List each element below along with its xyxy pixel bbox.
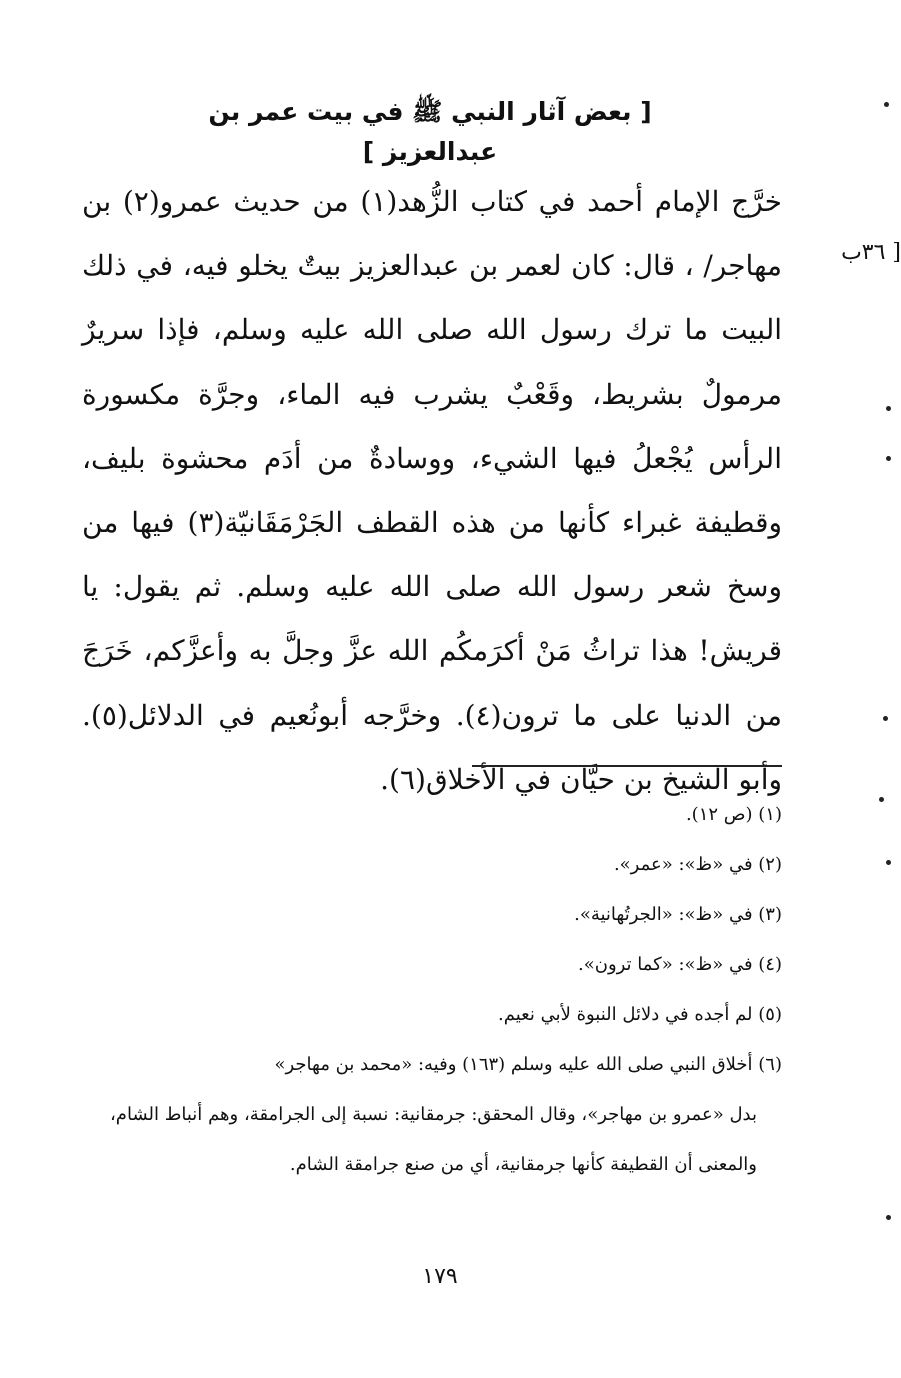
scan-edge-dot <box>879 797 884 802</box>
footnote-4: (٤) في «ظ»: «كما ترون». <box>577 954 782 975</box>
main-text <box>82 170 782 812</box>
page-number: ١٧٩ <box>422 1264 458 1289</box>
footnote-6-continuation: بدل «عمرو بن مهاجر»، وقال المحقق: جرمقانية: نسبة إلى الجرامقة، وهم أنباط الشام، والمعنى أن القطيفة كأنها جرمقانية، أي من صنع جرامقة الشام. <box>110 1104 757 1175</box>
footnote-6: (٦) أخلاق النبي صلى الله عليه وسلم (١٦٣) وفيه: «محمد بن مهاجر» <box>274 1054 782 1075</box>
scan-edge-dot <box>886 860 891 865</box>
footnote-1: (١) (ص ١٢). <box>685 804 782 825</box>
scan-edge-dot <box>884 102 889 107</box>
footnote-2: (٢) في «ظ»: «عمر». <box>613 854 782 875</box>
section-heading: [ بعض آثار النبي ﷺ في بيت عمر بن عبدالعزيز ] <box>208 97 652 166</box>
scan-edge-dot <box>886 456 891 461</box>
scan-edge-dot <box>883 716 888 721</box>
footnote-5: (٥) لم أجده في دلائل النبوة لأبي نعيم. <box>498 1004 782 1025</box>
scan-edge-dot <box>886 1215 891 1220</box>
footnote-3: (٣) في «ظ»: «الجرتُهانية». <box>574 904 782 925</box>
scan-edge-dot <box>886 406 891 411</box>
footnote-divider <box>472 765 782 767</box>
body-paragraph: خرَّج الإمام أحمد في كتاب الزُّهد(١) من حديث عمرو(٢) بن مهاجر/ ، قال: كان لعمر بن عبدالعزيز بيتٌ يخلو فيه، في ذلك البيت ما ترك رسول الله صلى الله عليه وسلم، فإذا سريرٌ مرمولٌ بشريط، وقَعْبٌ يشرب فيه الماء، وجرَّة مكسورة الرأس يُجْعلُ فيها الشيء، ووسادةٌ من أدَم محشوة بليف، وقطيفة غبراء كأنها من هذه القطف الجَرْمَقَانيّة(٣) فيها من وسخ شعر رسول الله صلى الله عليه وسلم. ثم يقول: يا قريش! هذا تراثُ مَنْ أكرَمكُم الله عزَّ وجلَّ به وأعزَّكم، خَرَجَ من الدنيا على ما ترون(٤). وخرَّجه أبونُعيم في الدلائل(٥). وأبو الشيخ بن حيَّان في الأخلاق(٦). <box>82 185 782 796</box>
footnotes <box>110 790 782 1190</box>
manuscript-folio-marker: [ ٣٦ب <box>841 240 901 265</box>
